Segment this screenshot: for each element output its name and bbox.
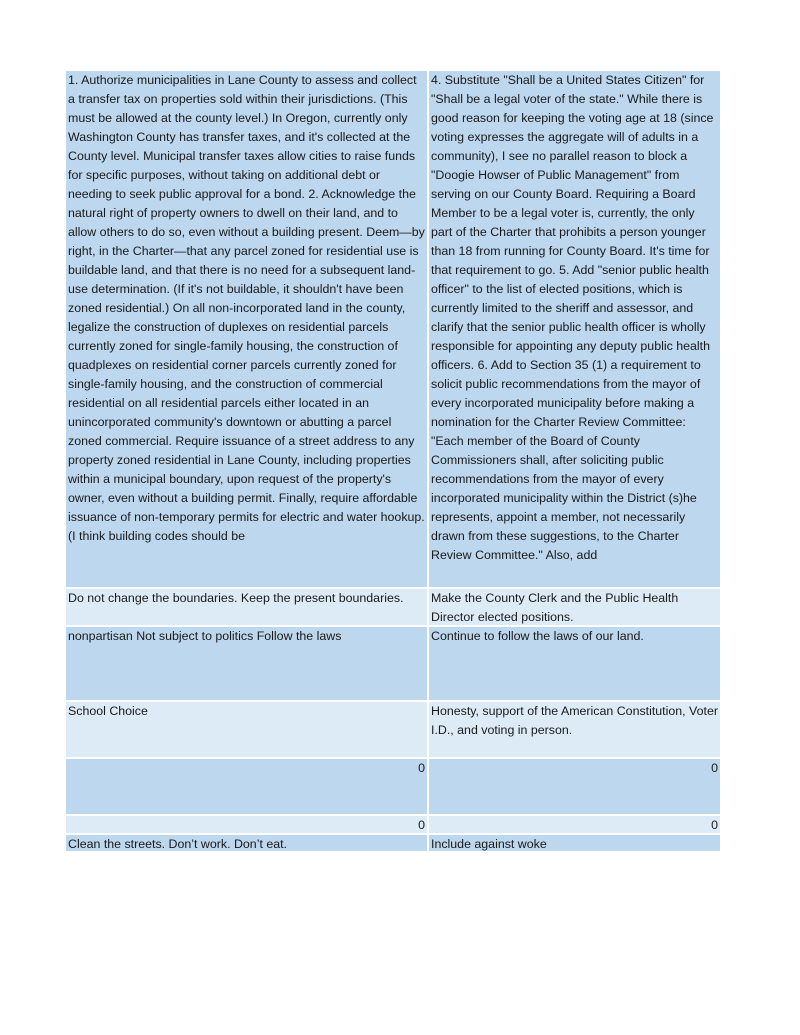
table-cell-number: 0	[429, 816, 720, 833]
table-cell-number: 0	[66, 759, 427, 814]
table-cell-number: 0	[429, 759, 720, 814]
spreadsheet-table	[66, 71, 720, 853]
table-cell: Honesty, support of the American Constitution, Voter I.D., and voting in person.	[429, 702, 720, 757]
table-cell: School Choice	[66, 702, 427, 757]
table-cell: Continue to follow the laws of our land.	[429, 627, 720, 700]
table-row	[66, 627, 720, 702]
table-cell: Do not change the boundaries. Keep the present boundaries.	[66, 589, 427, 625]
table-cell: 1. Authorize municipalities in Lane County to assess and collect a transfer tax on properties sold within their jurisdictions. (This must be allowed at the county level.) In Oregon, currently only Washington County has transfer taxes, and it's collected at the County level. Municipal transfer taxes allow cities to raise funds for specific purposes, without taking on additional debt or needing to seek public approval for a bond. 2. Acknowledge the natural right of property owners to dwell on their land, and to allow others to do so, even without a building present. Deem—by right, in the Charter—that any parcel zoned for residential use is buildable land, and that there is no need for a subsequent land-use determination. (If it's not buildable, it shouldn't have been zoned residential.) On all non-incorporated land in the county, legalize the construction of duplexes on residential parcels currently zoned for single-family housing, the construction of quadplexes on residential corner parcels currently zoned for single-family housing, and the construction of commercial residential on all residential parcels either located in an unincorporated community's downtown or abutting a parcel zoned commercial. Require issuance of a street address to any property zoned residential in Lane County, including properties within a municipal boundary, upon request of the property's owner, even without a building permit. Finally, require affordable issuance of non-temporary permits for electric and water hookup. (I think building codes should be	[66, 71, 427, 587]
table-row	[66, 71, 720, 589]
table-cell: nonpartisan Not subject to politics Follow the laws	[66, 627, 427, 700]
table-row	[66, 589, 720, 627]
table-cell-number: 0	[66, 816, 427, 833]
table-row	[66, 759, 720, 816]
table-cell: Make the County Clerk and the Public Health Director elected positions.	[429, 589, 720, 625]
table-row	[66, 702, 720, 759]
table-row	[66, 835, 720, 853]
table-cell: Clean the streets. Don’t work. Don’t eat.	[66, 835, 427, 851]
table-cell: 4. Substitute "Shall be a United States Citizen" for "Shall be a legal voter of the state." While there is good reason for keeping the voting age at 18 (since voting expresses the aggregate will of adults in a community), I see no parallel reason to block a "Doogie Howser of Public Management" from serving on our County Board. Requiring a Board Member to be a legal voter is, currently, the only part of the Charter that prohibits a person younger than 18 from running for County Board. It's time for that requirement to go. 5. Add "senior public health officer" to the list of elected positions, which is currently limited to the sheriff and assessor, and clarify that the senior public health officer is wholly responsible for appointing any deputy public health officers. 6. Add to Section 35 (1) a requirement to solicit public recommendations from the mayor of every incorporated municipality before making a nomination for the Charter Review Committee: "Each member of the Board of County Commissioners shall, after soliciting public recommendations from the mayor of every incorporated municipality within the District (s)he represents, appoint a member, not necessarily drawn from these suggestions, to the Charter Review Committee." Also, add	[429, 71, 720, 587]
table-row	[66, 816, 720, 835]
table-cell: Include against woke	[429, 835, 720, 851]
